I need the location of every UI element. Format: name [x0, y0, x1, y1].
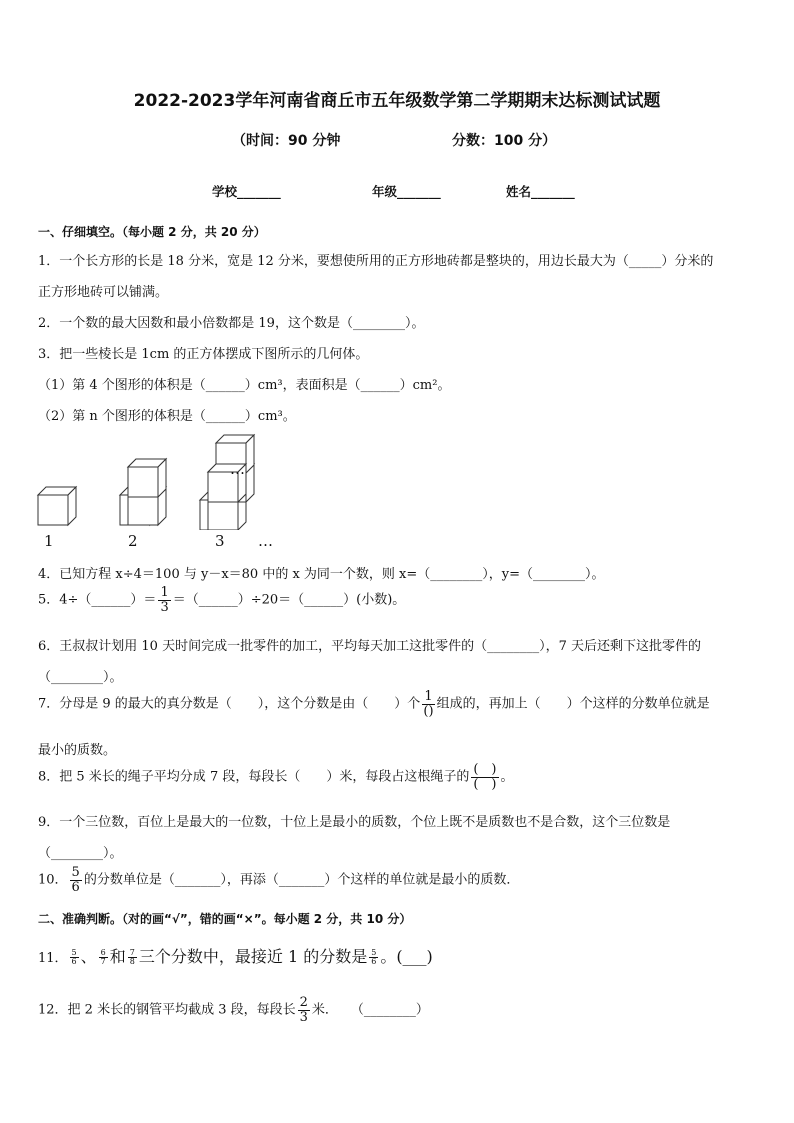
q5-den: 3: [160, 599, 169, 615]
q7-num: 1: [424, 689, 433, 704]
q11-frac-4: [369, 949, 378, 967]
q12-post: 米． （________）: [311, 1002, 429, 1018]
q8-pre: 8．把 5 米长的绳子平均分成 7 段，每段长（ ）米，每段占这根绳子的: [38, 769, 470, 785]
q10: [38, 866, 519, 894]
figure-label-3: 3: [215, 532, 225, 550]
q2: 2．一个数的最大因数和最小倍数都是 19，这个数是（________）。: [38, 316, 425, 331]
figure-1: [38, 487, 76, 525]
page-title: 2022-2023学年河南省商丘市五年级数学第二学期期末达标测试试题: [133, 91, 661, 111]
q7-line1: [38, 690, 710, 718]
grade-field: 年级_______: [372, 184, 441, 199]
q7-fraction: [422, 690, 434, 718]
q11-frac-1: [70, 949, 79, 967]
q11-frac-3: [128, 949, 137, 967]
exam-time: （时间：90 分钟: [232, 133, 341, 149]
q1-line2: 正方形地砖可以铺满。: [38, 285, 169, 300]
q8: [38, 763, 514, 791]
q5-fraction: [158, 586, 170, 614]
q7-pre: 7．分母是 9 的最大的真分数是（ ），这个分数是由（ ）个: [38, 696, 421, 712]
q6-line2: （________）。: [38, 670, 123, 685]
q9-line2: （________）。: [38, 846, 123, 861]
q12: [38, 996, 429, 1024]
q10-num: 5: [71, 865, 80, 880]
q11-f1-num: 5: [71, 947, 77, 957]
q12-num: 2: [299, 995, 308, 1010]
q11-f2-den: 7: [100, 957, 106, 966]
q11-mid: 三个分数中，最接近 1 的分数是: [138, 947, 368, 966]
q7-line2: 最小的质数。: [38, 743, 117, 758]
q11-frac-2: [99, 949, 108, 967]
q6-line1: 6．王叔叔计划用 10 天时间完成一批零件的加工，平均每天加工这批零件的（________），7 天后还剩下这批零件的: [38, 639, 701, 654]
figure-3: [200, 435, 254, 530]
q5: [38, 586, 405, 614]
section-1-heading: 一、仔细填空。（每小题 2 分，共 20 分）: [38, 225, 266, 239]
q7-post: 组成的，再加上（ ）个这样的分数单位就是: [436, 696, 710, 712]
q11-f2-num: 6: [100, 947, 106, 957]
q11-f4-den: 6: [371, 957, 377, 966]
q10-pre: 10．: [38, 872, 68, 888]
q11-post: 。(___): [380, 947, 433, 966]
q11-f4-num: 5: [371, 947, 377, 957]
q1-line1: 1．一个长方形的长是 18 分米，宽是 12 分米，要想使所用的正方形地砖都是整块的，用边长最大为（_____）分米的: [38, 254, 714, 269]
q11-f3-num: 7: [129, 947, 135, 957]
name-field: 姓名_______: [506, 184, 575, 199]
q11-sep: 、: [80, 947, 97, 966]
q11-and: 和: [109, 947, 126, 966]
figure-2: [120, 459, 166, 525]
q10-post: 的分数单位是（_______），再添（_______）个这样的单位就是最小的质数．: [83, 872, 520, 888]
q11-f1-den: 6: [71, 957, 77, 966]
q12-pre: 12．把 2 米长的钢管平均截成 3 段，每段长: [38, 1002, 296, 1018]
figure-label-2: 2: [128, 532, 138, 550]
q12-fraction: [298, 996, 310, 1024]
ellipsis-top: …: [230, 460, 245, 478]
q5-num: 1: [160, 585, 169, 600]
q9-line1: 9．一个三位数，百位上是最大的一位数，十位上是最小的质数，个位上既不是质数也不是合数，这个三位数是: [38, 815, 671, 830]
q10-fraction: [70, 866, 82, 894]
figure-label-1: 1: [44, 532, 54, 550]
exam-score: 分数：100 分）: [452, 133, 557, 149]
section-2-heading: 二、准确判断。（对的画“√”，错的画“×”。每小题 2 分，共 10 分）: [38, 912, 412, 926]
cube-figures: [30, 430, 300, 530]
q8-num: ( ): [473, 762, 497, 777]
q12-den: 3: [299, 1009, 308, 1025]
q11: [38, 944, 433, 967]
q10-den: 6: [71, 879, 80, 895]
q5-pre: 5．4÷（______）＝: [38, 592, 157, 608]
q8-post: 。: [500, 769, 514, 785]
q3-part1: （1）第 4 个图形的体积是（______）cm³，表面积是（______）cm²。: [38, 378, 451, 393]
q11-f3-den: 8: [129, 957, 135, 966]
q11-pre: 11．: [38, 951, 68, 966]
q4: 4．已知方程 x÷4＝100 与 y－x＝80 中的 x 为同一个数，则 x=（________），y=（________）。: [38, 567, 605, 582]
q5-post: ＝（______）÷20＝（______）(小数)。: [172, 592, 406, 608]
q3-intro: 3．把一些棱长是 1cm 的正方体摆成下图所示的几何体。: [38, 347, 369, 362]
q3-part2: （2）第 n 个图形的体积是（______）cm³。: [38, 409, 296, 424]
q7-den: (): [423, 703, 434, 719]
q8-fraction: [471, 763, 498, 791]
q8-den: ( ): [473, 776, 497, 792]
ellipsis-bottom: …: [258, 532, 273, 550]
school-field: 学校_______: [212, 184, 281, 199]
